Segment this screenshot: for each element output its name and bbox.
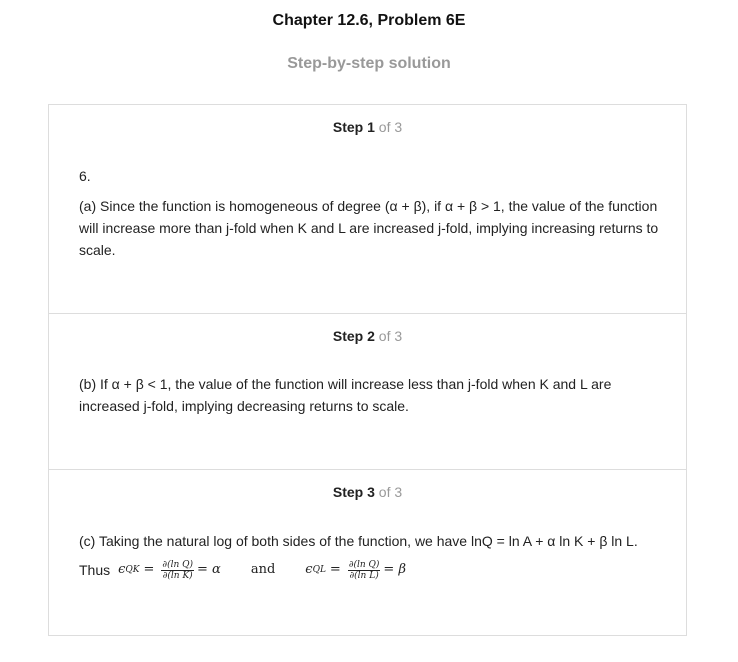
fraction xyxy=(348,560,381,581)
step-word: Step xyxy=(332,484,364,500)
equation-qk: ϵ QK = $\frac{\text{∂(ln Q)}}{\text{∂(ln K)}}$ = α xyxy=(118,559,221,581)
and-label: and xyxy=(250,562,276,577)
epsilon-symbol: ϵ xyxy=(118,562,126,577)
step-number: 1 xyxy=(367,119,375,135)
elasticity-equations xyxy=(79,559,669,581)
numerator: ∂(ln Q) xyxy=(348,559,380,570)
numerator: ∂(ln Q) xyxy=(162,559,194,570)
step-text: (b) If α + β < 1, the value of the function will increase less than j-fold when K and L are increased j-fold, implying decreasing returns to scale. xyxy=(79,376,612,414)
step-of-total: of 3 xyxy=(378,484,403,500)
problem-number: 6. xyxy=(79,168,91,184)
step-word: Step xyxy=(332,119,364,135)
page-title: Chapter 12.6, Problem 6E xyxy=(272,12,466,29)
fraction xyxy=(161,560,194,581)
subscript: QL xyxy=(312,565,326,575)
step-card-3 xyxy=(48,469,687,636)
step-card-2 xyxy=(48,313,687,470)
step-of-total: of 3 xyxy=(378,119,403,135)
epsilon-symbol: ϵ xyxy=(305,562,313,577)
step-heading xyxy=(49,119,686,135)
thus-label: Thus xyxy=(79,562,111,578)
equation-ql: ϵ QL = $\frac{\text{∂(ln Q)}}{\text{∂(ln L)}}$ = β xyxy=(305,559,406,581)
step-heading xyxy=(49,328,686,344)
denominator: ∂(ln L) xyxy=(349,570,379,581)
step-number: 3 xyxy=(367,484,375,500)
step-number: 2 xyxy=(367,328,375,344)
subscript: QK xyxy=(125,565,140,575)
rhs: = α xyxy=(197,562,221,577)
denominator: ∂(ln K) xyxy=(162,570,193,581)
solution-subtitle: Step-by-step solution xyxy=(287,55,451,72)
step-word: Step xyxy=(332,328,364,344)
step-heading xyxy=(49,484,686,500)
step-of-total: of 3 xyxy=(378,328,403,344)
step-card-1 xyxy=(48,104,687,314)
step-text: (c) Taking the natural log of both sides of the function, we have lnQ = ln A + α ln K + β ln L. xyxy=(79,533,638,549)
rhs: = β xyxy=(383,562,406,577)
step-text: (a) Since the function is homogeneous of degree (α + β), if α + β > 1, the value of the function will increase more than j-fold when K and L are increased j-fold, implying increasing returns to scale. xyxy=(79,198,659,258)
